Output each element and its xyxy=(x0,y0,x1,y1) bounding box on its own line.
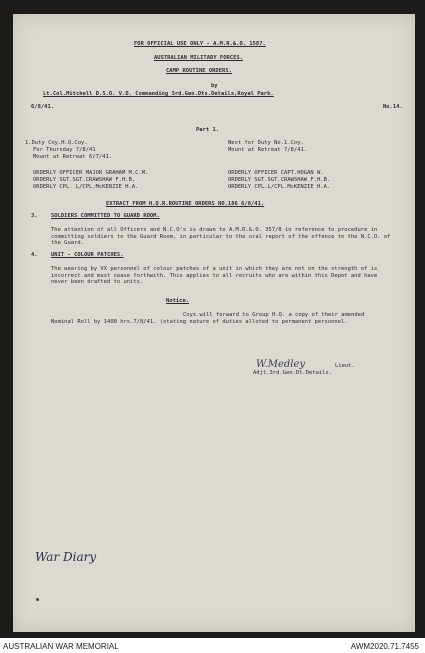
left-orderly-cpl: ORDERLY CPL. L/CPL.McKENZIE H.A. xyxy=(33,184,139,190)
signature: W.Medley xyxy=(256,359,306,370)
punch-hole-mark xyxy=(36,598,39,601)
duty-company: 1.Duty Coy.H.Q.Coy. xyxy=(25,140,88,146)
war-diary-annotation: War Diary xyxy=(35,550,97,564)
classification-line: FOR OFFICIAL USE ONLY - A.M.R.&.O. 1587. xyxy=(134,41,266,47)
part-heading: Part 1. xyxy=(196,127,220,133)
extract-heading: EXTRACT FROM H.Q.R.ROUTINE ORDERS NO.186 6/8/41. xyxy=(106,201,265,207)
organisation-heading: AUSTRALIAN MILITARY FORCES. xyxy=(154,55,243,61)
item-4-heading: UNIT - COLOUR PATCHES. xyxy=(51,252,124,258)
item-3-heading: SOLDIERS COMMITTED TO GUARD ROOM. xyxy=(51,213,160,219)
order-number: No.14. xyxy=(383,104,403,110)
order-date: 6/8/41. xyxy=(31,104,55,110)
next-duty-company: Next for Duty No.1.Coy. xyxy=(228,140,304,146)
commanding-officer-line: Lt.Col.Mitchell D.S.O. V.D. Commanding 3rd.Gen.Dts.Details,Royal Park. xyxy=(43,91,274,97)
catalogue-footer xyxy=(0,638,425,653)
left-orderly-officer: ORDERLY OFFICER MAJOR GRAHAM M.C.M. xyxy=(33,170,149,176)
right-orderly-sgt: ORDERLY SGT.SGT.CRAWSHAW F.H.B. xyxy=(228,177,331,183)
duty-day: For Thursday 7/8/41 xyxy=(33,147,96,153)
institution-label: AUSTRALIAN WAR MEMORIAL xyxy=(3,642,119,651)
item-4-text: The wearing by VX personnel of colour patches of a unit in which they are not on the strength of is incorrect and must cease forthwith. This applies to all recruits who are within this Depot and have never been drafted to units. xyxy=(51,266,378,286)
item-4-number: 4. xyxy=(31,252,38,258)
reference-number: AWM2020.71.7455 xyxy=(350,642,419,651)
item-3-text: The attention of all Officers and N.C.O's is drawn to A.M.R.&.O. 357/8 in reference to procedure in committing soldiers to the Guard Room, in particular to the oral report of the offence to the N.C.O. of the Guard. xyxy=(51,227,391,247)
item-3-number: 3. xyxy=(31,213,38,219)
signature-title: Adjt.3rd.Gen.Dt.Details. xyxy=(253,370,333,376)
document-title: CAMP ROUTINE ORDERS. xyxy=(166,68,232,74)
notice-text: Coys.will forward to Group H.Q. a copy of their amended Nominal Roll by 1400 hrs.7/8/41. (stating nature of duties alloted to permanent personnel. xyxy=(51,312,365,325)
right-orderly-cpl: ORDERLY CPL.L/CPL.McKENZIE H.A. xyxy=(228,184,331,190)
left-orderly-sgt: ORDERLY SGT.SGT.CRAWSHAW F.H.B. xyxy=(33,177,136,183)
signature-rank: Lieut. xyxy=(335,363,355,369)
duty-mount: Mount at Retreat 6/7/41. xyxy=(33,154,113,160)
notice-heading: Notice. xyxy=(166,298,190,304)
next-duty-mount: Mount at Retreat 7/8/41. xyxy=(228,147,308,153)
right-orderly-officer: ORDERLY OFFICER CAPT.HOGAN W. xyxy=(228,170,324,176)
by-label: by xyxy=(211,83,218,89)
document-page xyxy=(13,14,415,632)
